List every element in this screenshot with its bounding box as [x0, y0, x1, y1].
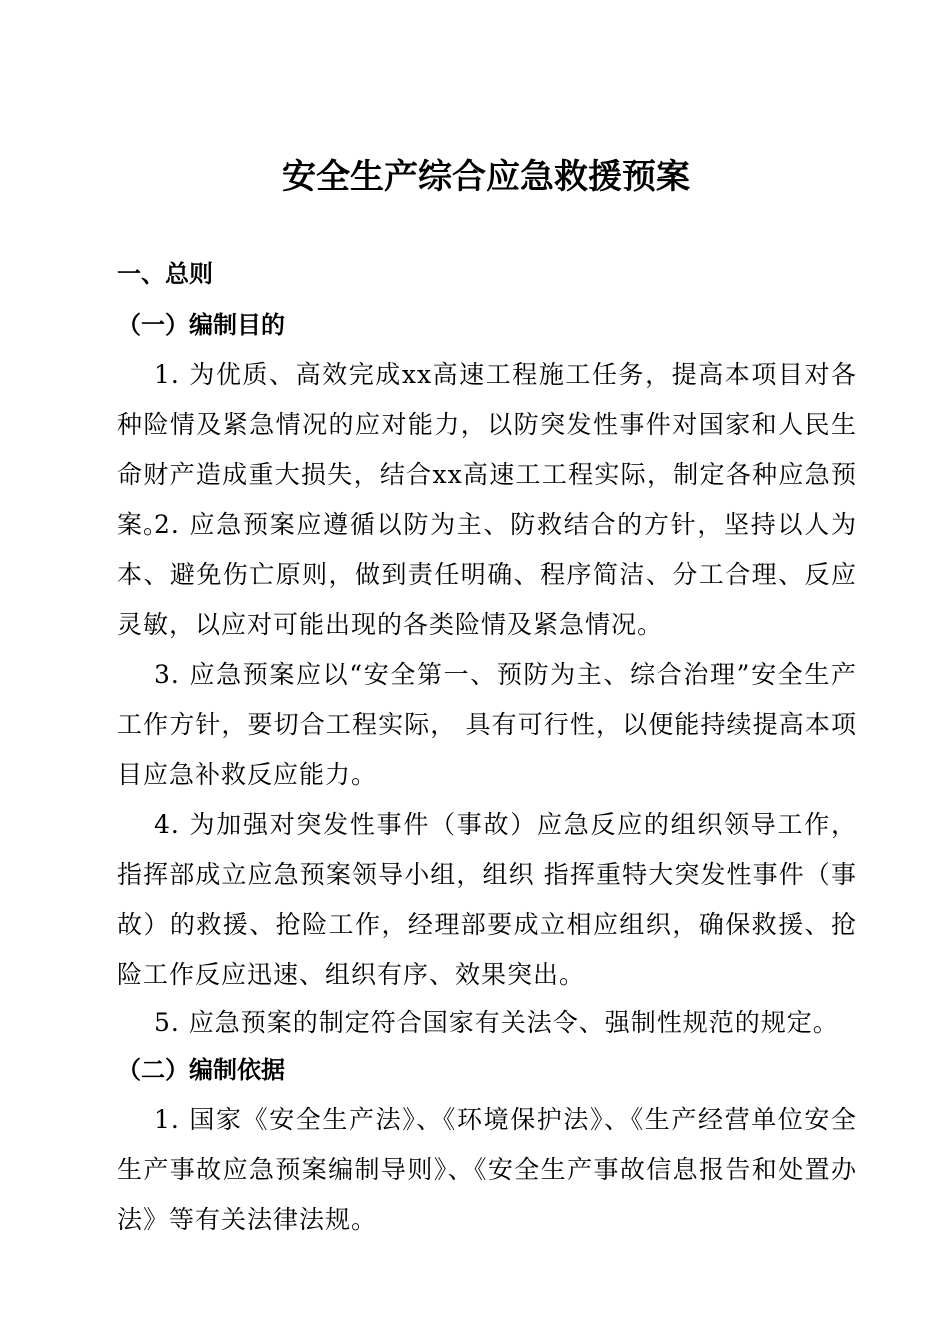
paragraph-purpose-3: 3. 应急预案应以“安全第一、预防为主、综合治理”安全生产工作方针，要切合工程实际， 具有可行性，以便能持续提高本项目应急补救反应能力。: [117, 660, 857, 789]
paragraph-purpose-1: 1. 为优质、高效完成xx高速工程施工任务，提高本项目对各种险情及紧急情况的应对能力，以防突发性事件对国家和人民生命财产造成重大损失，结合xx高速工工程实际，制定各种应急预案。: [117, 360, 857, 539]
section-heading-general: 一、总则: [117, 260, 213, 288]
paragraph-purpose-4: 4. 为加强对突发性事件（事故）应急反应的组织领导工作，指挥部成立应急预案领导小组，组织 指挥重特大突发性事件（事故）的救援、抢险工作，经理部要成立相应组织，确保救援、抢险工作反应迅速、组织有序、效果突出。: [117, 810, 857, 989]
subsection-heading-basis: （二）编制依据: [117, 1056, 285, 1084]
paragraph-basis-1: 1. 国家《安全生产法》、《环境保护法》、《生产经营单位安全生产事故应急预案编制导则》、《安全生产事故信息报告和处置办法》等有关法律法规。: [117, 1105, 857, 1234]
document-title: 安全生产综合应急救援预案: [282, 157, 690, 197]
paragraph-purpose-2: 2. 应急预案应遵循以防为主、防救结合的方针，坚持以人为本、避免伤亡原则，做到责任明确、程序简洁、分工合理、反应灵敏，以应对可能出现的各类险情及紧急情况。: [117, 510, 857, 639]
paragraph-purpose-5: 5. 应急预案的制定符合国家有关法令、强制性规范的规定。: [154, 1008, 839, 1037]
subsection-heading-purpose: （一）编制目的: [117, 311, 285, 339]
